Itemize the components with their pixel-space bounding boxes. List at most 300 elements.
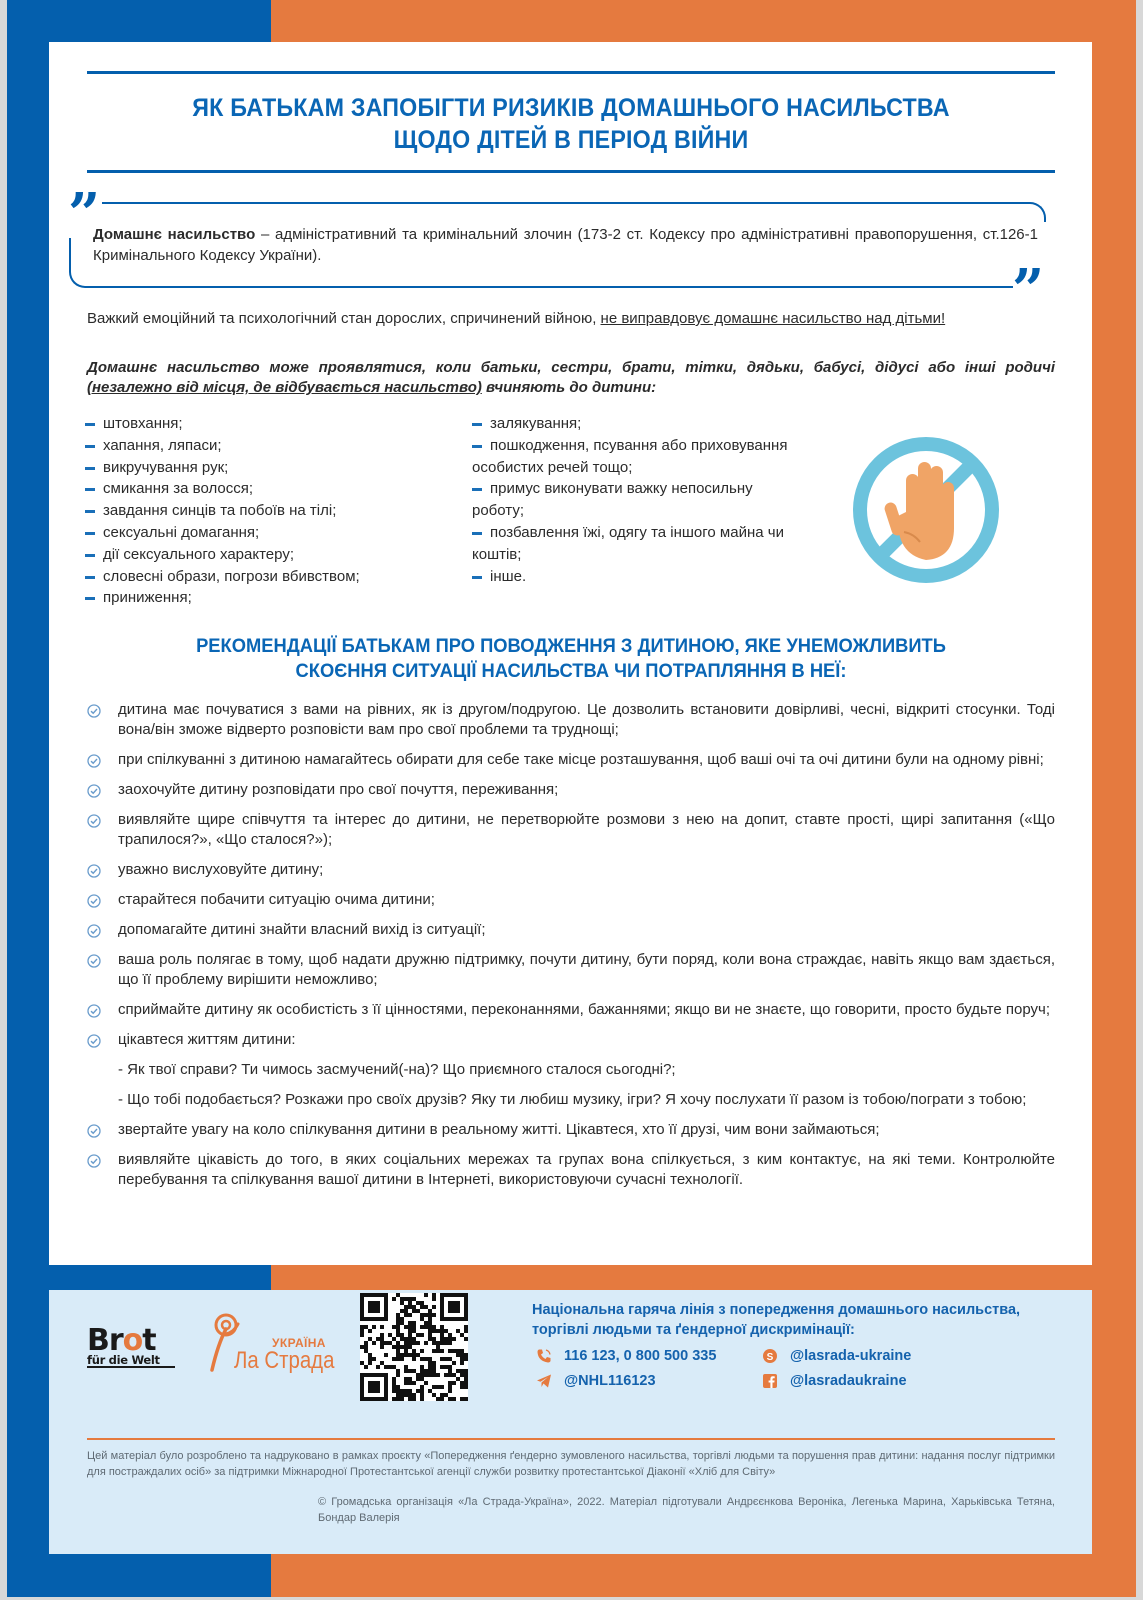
qr-module bbox=[364, 1325, 368, 1329]
qr-module bbox=[428, 1309, 432, 1313]
qr-module bbox=[428, 1357, 432, 1361]
qr-module bbox=[380, 1325, 384, 1329]
check-circle-icon bbox=[87, 754, 101, 768]
project-note: Цей матеріал було розроблено та надруковано в рамках проєкту «Попередження ґендерно зумовленого насильства, торгівлі людьми та порушення прав дитини: надання послуг підтримки для постраждалих осіб» за підтримки Міжнародної Протестантської агенції служби розвитку протестантської Діаконії «Хліб для Світу» bbox=[87, 1450, 1055, 1478]
qr-module bbox=[444, 1357, 448, 1361]
qr-module bbox=[444, 1373, 448, 1377]
qr-module bbox=[412, 1381, 416, 1385]
qr-module bbox=[448, 1369, 452, 1373]
qr-module bbox=[404, 1297, 408, 1301]
check-circle-icon bbox=[87, 864, 101, 878]
recommendation-item: ваша роль полягає в тому, щоб надати дружню підтримку, почути дитину, бути поряд, коли вона страждає, навіть якщо вам здається, що її проблему вирішити неможливо; bbox=[87, 950, 1055, 990]
qr-module bbox=[404, 1369, 408, 1373]
contact-facebook[interactable]: @lasradaukraine bbox=[762, 1373, 907, 1389]
dash-bullet-icon bbox=[85, 554, 95, 557]
intro-text: Важкий емоційний та психологічний стан дорослих, спричинений війною, bbox=[87, 310, 601, 327]
qr-module bbox=[424, 1357, 428, 1361]
recommendation-item: звертайте увагу на коло спілкування дитини в реальному житті. Цікавтеся, хто її друзі, чим вони займаються; bbox=[87, 1120, 1055, 1140]
qr-module bbox=[420, 1325, 424, 1329]
qr-module bbox=[436, 1345, 440, 1349]
qr-module bbox=[396, 1325, 400, 1329]
qr-module bbox=[400, 1397, 404, 1401]
hotline-block bbox=[532, 1300, 1052, 1400]
quote-frame-top bbox=[102, 202, 1046, 222]
qr-module bbox=[400, 1389, 404, 1393]
recommendation-item: дитина має почуватися з вами на рівних, як із другом/подругою. Це дозволить встановити довірливі, чесні, відкриті стосунки. Тоді вона/він зможе відверто розповісти вам про свої проблеми та труднощі; bbox=[87, 700, 1055, 740]
divider-strip-orange bbox=[271, 1265, 1092, 1290]
open-quote-icon: ” bbox=[68, 181, 101, 247]
stop-hand-icon bbox=[848, 432, 1004, 588]
qr-module bbox=[436, 1349, 440, 1353]
list-item: примус виконувати важку непосильну роботу; bbox=[472, 480, 753, 520]
dash-bullet-icon bbox=[85, 510, 95, 513]
page-title-line-2: ЩОДО ДІТЕЙ В ПЕРІОД ВІЙНИ bbox=[393, 126, 749, 154]
qr-module bbox=[412, 1329, 416, 1333]
check-circle-icon bbox=[87, 1004, 101, 1018]
qr-module bbox=[408, 1345, 412, 1349]
qr-module bbox=[364, 1345, 368, 1349]
qr-module bbox=[448, 1337, 452, 1341]
qr-module bbox=[400, 1333, 404, 1337]
qr-module bbox=[416, 1333, 420, 1337]
qr-module bbox=[420, 1377, 424, 1381]
qr-module bbox=[440, 1337, 444, 1341]
recommendations-title-line-1: РЕКОМЕНДАЦІЇ БАТЬКАМ ПРО ПОВОДЖЕННЯ З ДИТИНОЮ, ЯКЕ УНЕМОЖЛИВИТЬ bbox=[196, 635, 946, 657]
list-item: хапання, ляпаси; bbox=[85, 435, 455, 457]
qr-module bbox=[404, 1377, 408, 1381]
check-circle-icon bbox=[87, 894, 101, 908]
qr-module bbox=[448, 1397, 452, 1401]
recommendation-item: допомагайте дитині знайти власний вихід із ситуації; bbox=[87, 920, 1055, 940]
qr-module bbox=[464, 1377, 468, 1381]
qr-module bbox=[364, 1349, 368, 1353]
qr-module bbox=[388, 1341, 392, 1345]
qr-module bbox=[416, 1301, 420, 1305]
qr-module bbox=[428, 1369, 432, 1373]
recommendation-item: сприймайте дитину як особистість з її цінностями, переконаннями, бажаннями; якщо ви не знаєте, що говорити, просто будьте поруч; bbox=[87, 1000, 1055, 1020]
manifest-text: Домашнє насильство може проявлятися, коли батьки, сестри, брати, тітки, дядьки, бабусі, дідусі або інші родичі bbox=[87, 359, 1055, 376]
qr-module bbox=[440, 1333, 444, 1337]
qr-module bbox=[448, 1357, 452, 1361]
qr-module bbox=[368, 1357, 372, 1361]
qr-module bbox=[420, 1357, 424, 1361]
contact-telegram[interactable]: @NHL116123 bbox=[536, 1373, 656, 1389]
qr-module bbox=[408, 1377, 412, 1381]
qr-module bbox=[432, 1393, 436, 1397]
qr-module bbox=[436, 1341, 440, 1345]
qr-module bbox=[392, 1377, 396, 1381]
qr-module bbox=[408, 1341, 412, 1345]
qr-module bbox=[412, 1357, 416, 1361]
example-question: - Що тобі подобається? Розкажи про своїх друзів? Яку ти любиш музику, ігри? Я хочу послухати її разом із тобою/пограти з тобою; bbox=[118, 1091, 1027, 1108]
qr-module bbox=[412, 1397, 416, 1401]
qr-module bbox=[372, 1325, 376, 1329]
qr-module bbox=[408, 1321, 412, 1325]
qr-module bbox=[460, 1397, 464, 1401]
qr-module bbox=[424, 1373, 428, 1377]
qr-module bbox=[432, 1329, 436, 1333]
divider-strip-blue bbox=[49, 1265, 271, 1290]
qr-module bbox=[396, 1393, 400, 1397]
list-item: завдання синців та побоїв на тілі; bbox=[85, 500, 455, 522]
qr-module bbox=[392, 1345, 396, 1349]
qr-module bbox=[464, 1337, 468, 1341]
dash-bullet-icon bbox=[472, 445, 482, 448]
qr-module bbox=[364, 1365, 368, 1369]
qr-module bbox=[452, 1349, 456, 1353]
qr-module bbox=[416, 1377, 420, 1381]
qr-module bbox=[396, 1345, 400, 1349]
definition-text bbox=[93, 224, 1038, 266]
qr-module bbox=[380, 1333, 384, 1337]
qr-module bbox=[460, 1349, 464, 1353]
qr-module bbox=[416, 1309, 420, 1313]
qr-module bbox=[460, 1373, 464, 1377]
qr-module bbox=[360, 1325, 364, 1329]
qr-module bbox=[436, 1373, 440, 1377]
qr-module bbox=[408, 1301, 412, 1305]
qr-module bbox=[464, 1381, 468, 1385]
qr-module bbox=[412, 1309, 416, 1313]
qr-module bbox=[404, 1381, 408, 1385]
footer-divider bbox=[87, 1438, 1055, 1440]
qr-module bbox=[428, 1389, 432, 1393]
qr-module bbox=[392, 1357, 396, 1361]
qr-module bbox=[396, 1397, 400, 1401]
qr-module bbox=[432, 1337, 436, 1341]
qr-module bbox=[408, 1333, 412, 1337]
title-rule-bottom bbox=[87, 170, 1055, 173]
dash-bullet-icon bbox=[85, 445, 95, 448]
qr-module bbox=[400, 1353, 404, 1357]
manifest-paragraph bbox=[87, 358, 1055, 398]
qr-module bbox=[428, 1313, 432, 1317]
qr-module bbox=[404, 1349, 408, 1353]
dash-bullet-icon bbox=[472, 423, 482, 426]
qr-module bbox=[412, 1321, 416, 1325]
qr-module bbox=[368, 1337, 372, 1341]
qr-module bbox=[432, 1369, 436, 1373]
list-item: штовхання; bbox=[85, 413, 455, 435]
page-title bbox=[121, 92, 1021, 156]
qr-module bbox=[400, 1309, 404, 1313]
qr-module bbox=[396, 1317, 400, 1321]
recommendation-item: заохочуйте дитину розповідати про свої почуття, переживання; bbox=[87, 780, 1055, 800]
qr-module bbox=[408, 1297, 412, 1301]
qr-module bbox=[404, 1309, 408, 1313]
definition-term: Домашнє насильство bbox=[93, 226, 256, 243]
qr-module bbox=[392, 1297, 396, 1301]
qr-module bbox=[408, 1397, 412, 1401]
qr-module bbox=[404, 1313, 408, 1317]
qr-module bbox=[412, 1369, 416, 1373]
qr-module bbox=[408, 1337, 412, 1341]
recommendation-item: при спілкуванні з дитиною намагайтесь обирати для себе таке місце розташування, щоб ваші очі та очі дитини були на одному рівні; bbox=[87, 750, 1055, 770]
qr-module bbox=[368, 1329, 372, 1333]
qr-module bbox=[420, 1305, 424, 1309]
dash-bullet-icon bbox=[472, 532, 482, 535]
qr-module bbox=[448, 1385, 452, 1389]
qr-module bbox=[440, 1349, 444, 1353]
qr-module bbox=[424, 1293, 428, 1297]
qr-module bbox=[456, 1377, 460, 1381]
dash-bullet-icon bbox=[472, 576, 482, 579]
qr-module bbox=[408, 1393, 412, 1397]
dash-bullet-icon bbox=[85, 467, 95, 470]
qr-module bbox=[440, 1385, 444, 1389]
qr-module bbox=[396, 1333, 400, 1337]
qr-module bbox=[408, 1329, 412, 1333]
qr-module bbox=[440, 1393, 444, 1397]
qr-module bbox=[420, 1393, 424, 1397]
contact-skype[interactable]: S @lasrada-ukraine bbox=[762, 1348, 911, 1364]
list-item: смикання за волосся; bbox=[85, 478, 455, 500]
qr-module bbox=[452, 1397, 456, 1401]
qr-module bbox=[428, 1317, 432, 1321]
qr-module bbox=[412, 1337, 416, 1341]
qr-module bbox=[460, 1357, 464, 1361]
qr-module bbox=[440, 1341, 444, 1345]
svg-text:S: S bbox=[766, 1352, 774, 1363]
qr-module bbox=[404, 1353, 408, 1357]
qr-module bbox=[424, 1313, 428, 1317]
qr-module bbox=[424, 1369, 428, 1373]
dash-bullet-icon bbox=[85, 576, 95, 579]
qr-module bbox=[460, 1385, 464, 1389]
qr-module bbox=[400, 1317, 404, 1321]
qr-module bbox=[380, 1337, 384, 1341]
check-circle-icon bbox=[87, 924, 101, 938]
qr-module bbox=[400, 1301, 404, 1305]
recommendations-title-line-2: СКОЄННЯ СИТУАЦІЇ НАСИЛЬСТВА ЧИ ПОТРАПЛЯННЯ В НЕЇ: bbox=[295, 660, 847, 682]
qr-module bbox=[400, 1345, 404, 1349]
qr-module bbox=[436, 1397, 440, 1401]
brot-fur-die-welt-logo bbox=[87, 1323, 175, 1368]
la-strada-country: УКРАЇНА bbox=[272, 1336, 326, 1350]
qr-module bbox=[464, 1397, 468, 1401]
qr-module bbox=[412, 1341, 416, 1345]
qr-module bbox=[424, 1325, 428, 1329]
qr-module bbox=[416, 1341, 420, 1345]
qr-module bbox=[460, 1333, 464, 1337]
page-title-line-1: ЯК БАТЬКАМ ЗАПОБІГТИ РИЗИКІВ ДОМАШНЬОГО НАСИЛЬСТВА bbox=[192, 94, 950, 122]
qr-module bbox=[396, 1321, 400, 1325]
qr-module bbox=[440, 1325, 444, 1329]
recommendation-item: виявляйте цікавість до того, в яких соціальних мережах та групах вона спілкується, з ким контактує, на які теми. Контролюйте перебування та спілкування вашої дитини в Інтернеті, використовуючи сучасні технології. bbox=[87, 1150, 1055, 1190]
qr-module bbox=[432, 1361, 436, 1365]
check-circle-icon bbox=[87, 1124, 101, 1138]
list-item: сексуальні домагання; bbox=[85, 522, 455, 544]
qr-module bbox=[400, 1393, 404, 1397]
qr-module bbox=[448, 1389, 452, 1393]
contact-phone[interactable]: 116 123, 0 800 500 335 bbox=[536, 1348, 716, 1364]
qr-module bbox=[404, 1345, 408, 1349]
qr-module bbox=[392, 1385, 396, 1389]
qr-module bbox=[408, 1325, 412, 1329]
copyright: © Громадська організація «Ла Страда-Україна», 2022. Матеріал підготували Андрєєнкова Вероніка, Легенька Марина, Харьківська Тетяна, Бондар Валерія bbox=[318, 1496, 1055, 1524]
qr-module bbox=[400, 1337, 404, 1341]
list-item: пошкодження, псування або приховування особистих речей тощо; bbox=[472, 436, 788, 476]
qr-module bbox=[412, 1393, 416, 1397]
qr-module bbox=[432, 1365, 436, 1369]
intro-emphasis: не виправдовує домашнє насильство над дітьми! bbox=[600, 310, 946, 327]
qr-module bbox=[408, 1353, 412, 1357]
qr-module bbox=[360, 1333, 364, 1337]
qr-module bbox=[412, 1353, 416, 1357]
qr-module bbox=[420, 1369, 424, 1373]
qr-module bbox=[400, 1357, 404, 1361]
contacts bbox=[532, 1348, 1052, 1400]
qr-module bbox=[444, 1341, 448, 1345]
qr-module bbox=[464, 1369, 468, 1373]
qr-module bbox=[440, 1329, 444, 1333]
qr-module bbox=[408, 1389, 412, 1393]
dash-bullet-icon bbox=[85, 488, 95, 491]
qr-module bbox=[464, 1325, 468, 1329]
dash-bullet-icon bbox=[85, 597, 95, 600]
check-circle-icon bbox=[87, 704, 101, 718]
list-item: інше. bbox=[472, 566, 807, 588]
qr-module bbox=[428, 1333, 432, 1337]
qr-module bbox=[404, 1365, 408, 1369]
qr-module bbox=[412, 1325, 416, 1329]
qr-module bbox=[404, 1337, 408, 1341]
list-item: викручування рук; bbox=[85, 457, 455, 479]
qr-module bbox=[464, 1329, 468, 1333]
dash-bullet-icon bbox=[472, 488, 482, 491]
check-circle-icon bbox=[87, 1154, 101, 1168]
check-circle-icon bbox=[87, 954, 101, 968]
title-rule-top bbox=[87, 71, 1055, 74]
qr-module bbox=[440, 1357, 444, 1361]
qr-module bbox=[420, 1349, 424, 1353]
qr-module bbox=[436, 1385, 440, 1389]
qr-module bbox=[452, 1381, 456, 1385]
qr-module bbox=[428, 1325, 432, 1329]
qr-module bbox=[456, 1369, 460, 1373]
qr-module bbox=[368, 1361, 372, 1365]
telegram-icon bbox=[536, 1373, 552, 1389]
qr-module bbox=[404, 1305, 408, 1309]
qr-module bbox=[440, 1397, 444, 1401]
violence-list-right bbox=[472, 413, 807, 587]
qr-module bbox=[396, 1389, 400, 1393]
qr-module bbox=[432, 1305, 436, 1309]
list-item: приниження; bbox=[85, 587, 455, 609]
qr-module bbox=[440, 1365, 444, 1369]
qr-module bbox=[404, 1389, 408, 1393]
qr-module bbox=[408, 1305, 412, 1309]
qr-code[interactable] bbox=[360, 1293, 468, 1401]
qr-module bbox=[464, 1353, 468, 1357]
qr-module bbox=[464, 1385, 468, 1389]
qr-module bbox=[392, 1389, 396, 1393]
check-circle-icon bbox=[87, 814, 101, 828]
qr-module bbox=[448, 1381, 452, 1385]
example-question: - Як твої справи? Ти чимось засмучений(-на)? Що приємного сталося сьогодні?; bbox=[118, 1061, 676, 1078]
check-circle-icon bbox=[87, 1034, 101, 1048]
qr-module bbox=[396, 1357, 400, 1361]
qr-module bbox=[412, 1305, 416, 1309]
qr-module bbox=[388, 1333, 392, 1337]
brot-logo-subtitle: für die Welt bbox=[87, 1354, 175, 1368]
qr-module bbox=[436, 1329, 440, 1333]
qr-module bbox=[392, 1337, 396, 1341]
qr-module bbox=[380, 1341, 384, 1345]
qr-module bbox=[396, 1349, 400, 1353]
qr-module bbox=[396, 1341, 400, 1345]
qr-module bbox=[460, 1353, 464, 1357]
qr-module bbox=[416, 1373, 420, 1377]
qr-module bbox=[380, 1361, 384, 1365]
recommendation-item: уважно вислуховуйте дитину; bbox=[87, 860, 1055, 880]
qr-module bbox=[452, 1337, 456, 1341]
qr-module bbox=[412, 1297, 416, 1301]
qr-module bbox=[412, 1349, 416, 1353]
check-circle-icon bbox=[87, 784, 101, 798]
qr-module bbox=[460, 1369, 464, 1373]
qr-module bbox=[428, 1321, 432, 1325]
qr-module bbox=[432, 1341, 436, 1345]
qr-module bbox=[372, 1357, 376, 1361]
qr-module bbox=[396, 1329, 400, 1333]
qr-module bbox=[408, 1313, 412, 1317]
recommendations-title bbox=[116, 634, 1026, 684]
qr-module bbox=[464, 1373, 468, 1377]
qr-module bbox=[420, 1301, 424, 1305]
qr-module bbox=[432, 1293, 436, 1297]
qr-module bbox=[380, 1345, 384, 1349]
qr-module bbox=[416, 1353, 420, 1357]
dash-bullet-icon bbox=[85, 532, 95, 535]
qr-module bbox=[392, 1325, 396, 1329]
qr-module bbox=[404, 1393, 408, 1397]
qr-module bbox=[424, 1381, 428, 1385]
close-quote-icon: ” bbox=[1012, 257, 1045, 323]
qr-module bbox=[432, 1325, 436, 1329]
qr-module bbox=[396, 1353, 400, 1357]
qr-module bbox=[444, 1393, 448, 1397]
qr-module bbox=[420, 1365, 424, 1369]
qr-module bbox=[420, 1317, 424, 1321]
qr-module bbox=[408, 1369, 412, 1373]
qr-module bbox=[396, 1385, 400, 1389]
qr-module bbox=[432, 1373, 436, 1377]
qr-module bbox=[360, 1345, 364, 1349]
hotline-title: Національна гаряча лінія з попередження домашнього насильства, торгівлі людьми та ґендерної дискримінації: bbox=[532, 1302, 1021, 1338]
violence-list-left bbox=[85, 413, 455, 609]
qr-module bbox=[420, 1373, 424, 1377]
qr-module bbox=[448, 1373, 452, 1377]
qr-module bbox=[460, 1361, 464, 1365]
qr-module bbox=[364, 1341, 368, 1345]
qr-module bbox=[396, 1369, 400, 1373]
qr-module bbox=[420, 1313, 424, 1317]
qr-module bbox=[424, 1305, 428, 1309]
phone-icon bbox=[536, 1348, 552, 1364]
qr-module bbox=[428, 1365, 432, 1369]
qr-module bbox=[400, 1321, 404, 1325]
qr-module bbox=[360, 1361, 364, 1365]
qr-module bbox=[396, 1313, 400, 1317]
qr-module bbox=[428, 1329, 432, 1333]
qr-module bbox=[388, 1365, 392, 1369]
qr-module bbox=[452, 1361, 456, 1365]
list-item: позбавлення їжі, одягу та іншого майна чи коштів; bbox=[472, 523, 784, 563]
list-item: залякування; bbox=[472, 413, 807, 435]
qr-module bbox=[428, 1361, 432, 1365]
qr-module bbox=[376, 1337, 380, 1341]
